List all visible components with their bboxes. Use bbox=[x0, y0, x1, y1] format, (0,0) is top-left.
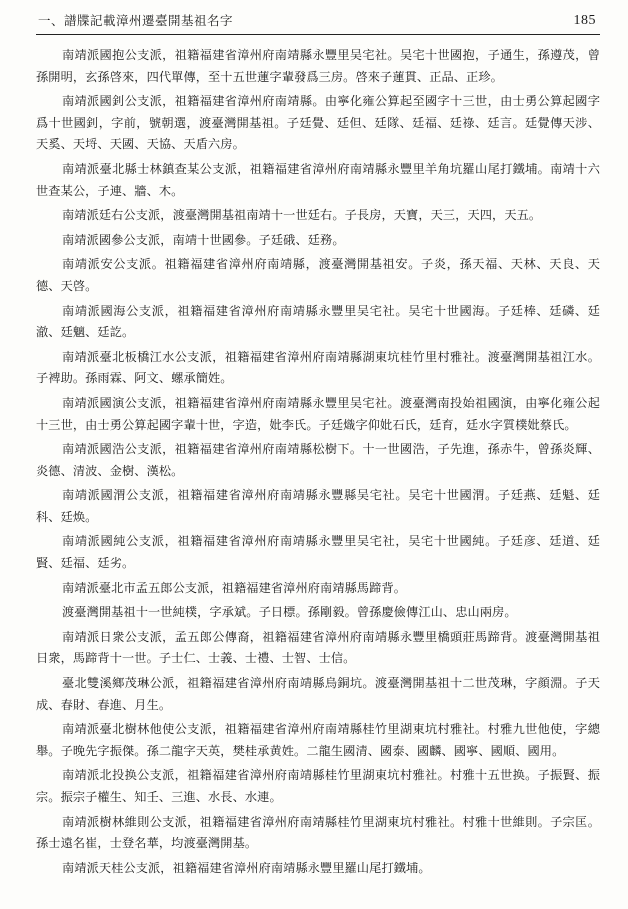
chapter-title: 一、譜牒記載漳州遷臺開基祖名字 bbox=[38, 13, 234, 28]
paragraph: 南靖派臺北樹林他使公支派，祖籍福建省漳州府南靖縣桂竹里湖東坑村雅社。村雅九世他使，字總舉。子晚先字振傑。孫二龍字天英，樊桂承黄姓。二龍生國清、國泰、國麟、國寧、國順、國用。 bbox=[36, 722, 600, 758]
paragraph: 南靖派國參公支派，南靖十世國參。子廷硪、廷務。 bbox=[62, 232, 345, 247]
paragraph: 臺北雙溪鄉茂琳公派，祖籍福建省漳州府南靖縣烏銅坑。渡臺灣開基祖十二世茂琳，字顔淵。子天成、春財、春進、月生。 bbox=[36, 676, 600, 712]
paragraph: 南靖派國釗公支派，祖籍福建省漳州府南靖縣。由寧化雍公算起至國字十三世，由士勇公算起國字爲十世國釗，字前，號朝選，渡臺灣開基祖。子廷覺、廷但、廷隊、廷福、廷祿、廷言。廷覺傳天涉、天奚、天埒、天國、天協、天盾六房。 bbox=[36, 94, 600, 152]
paragraph: 南靖派廷右公支派，渡臺灣開基祖南靖十一世廷右。子長房，天寶，天三，天四，天五。 bbox=[62, 208, 542, 223]
paragraph: 南靖派國純公支派，祖籍福建省漳州府南靖縣永豐里吴宅社，吴宅十世國純。子廷彦、廷道、廷賢、廷福、廷劣。 bbox=[36, 534, 600, 571]
paragraph: 渡臺灣開基祖十一世純樸，字承斌。子日標。孫剛毅。曾孫慶儉傳江山、忠山兩房。 bbox=[62, 605, 517, 620]
paragraph: 南靖派臺北市孟五郎公支派，祖籍福建省漳州府南靖縣馬蹄背。 bbox=[62, 580, 407, 595]
paragraph: 南靖派天桂公支派，祖籍福建省漳州府南靖縣永豐里羅山尾打鐵埔。 bbox=[62, 860, 431, 875]
page-body bbox=[36, 35, 600, 879]
paragraph: 南靖派國演公支派，祖籍福建省漳州府南靖縣永豐里吴宅社。渡臺灣南投始祖國演，由寧化雍公起十三世，由士勇公算起國字輩十世，字造，妣李氏。子廷熾字仰妣石氏，廷育，廷水字質樸妣蔡氏。 bbox=[36, 395, 600, 432]
paragraph: 南靖派日衆公支派，孟五郎公傳裔，祖籍福建省漳州府南靖縣永豐里橋頭莊馬蹄背。渡臺灣開基祖日衆，馬蹄背十一世。子士仁、士義、士禮、士智、士信。 bbox=[36, 629, 600, 666]
paragraph: 南靖派安公支派。祖籍福建省漳州府南靖縣，渡臺灣開基祖安。子炎，孫天福、天林、天良、天德、天啓。 bbox=[36, 257, 600, 293]
paragraph: 南靖派臺北板橋江水公支派，祖籍福建省漳州府南靖縣湖東坑桂竹里村雅社。渡臺灣開基祖江水。子裨助。孫雨霖、阿文、螺承簡姓。 bbox=[36, 349, 600, 386]
paragraph: 南靖派國抱公支派，祖籍福建省漳州府南靖縣永豐里吴宅社。吴宅十世國抱，子通生，孫遵茂，曾孫開明，玄孫啓來，四代單傳，至十五世蓮字輩發爲三房。啓來子蓮貫、正品、正珍。 bbox=[36, 48, 600, 84]
paragraph: 南靖派國浩公支派，祖籍福建省漳州府南靖縣松樹下。十一世國浩，子先進，孫赤牛，曾孫炎輝、炎德、清波、金樹、漢松。 bbox=[36, 442, 600, 478]
paragraph: 南靖派國渭公支派，祖籍福建省漳州府南靖縣永豐縣吴宅社。吴宅十世國渭。子廷燕、廷魁、廷科、廷焕。 bbox=[36, 488, 600, 524]
running-header bbox=[36, 0, 600, 35]
paragraph: 南靖派國海公支派，祖籍福建省漳州府南靖縣永豐里吴宅社。吴宅十世國海。子廷棒、廷磷、廷澈、廷魑、廷訖。 bbox=[36, 303, 600, 340]
paragraph: 南靖派樹林維則公支派，祖籍福建省漳州府南靖縣桂竹里湖東坑村雅社。村雅十世維則。子宗匡。孫士遠名崔，士登名華，均渡臺灣開基。 bbox=[36, 814, 600, 851]
page-number: 185 bbox=[573, 13, 596, 28]
paragraph: 南靖派臺北縣士林鎮查某公支派，祖籍福建省漳州府南靖縣永豐里羊角坑羅山尾打鐵埔。南靖十六世查某公，子連、牆、木。 bbox=[36, 161, 600, 198]
paragraph: 南靖派北投换公支派，祖籍福建省漳州府南靖縣桂竹里湖東坑村雅社。村雅十五世换。子振賢、振宗。振宗子權生、知壬、三進、水長、水連。 bbox=[36, 768, 600, 804]
